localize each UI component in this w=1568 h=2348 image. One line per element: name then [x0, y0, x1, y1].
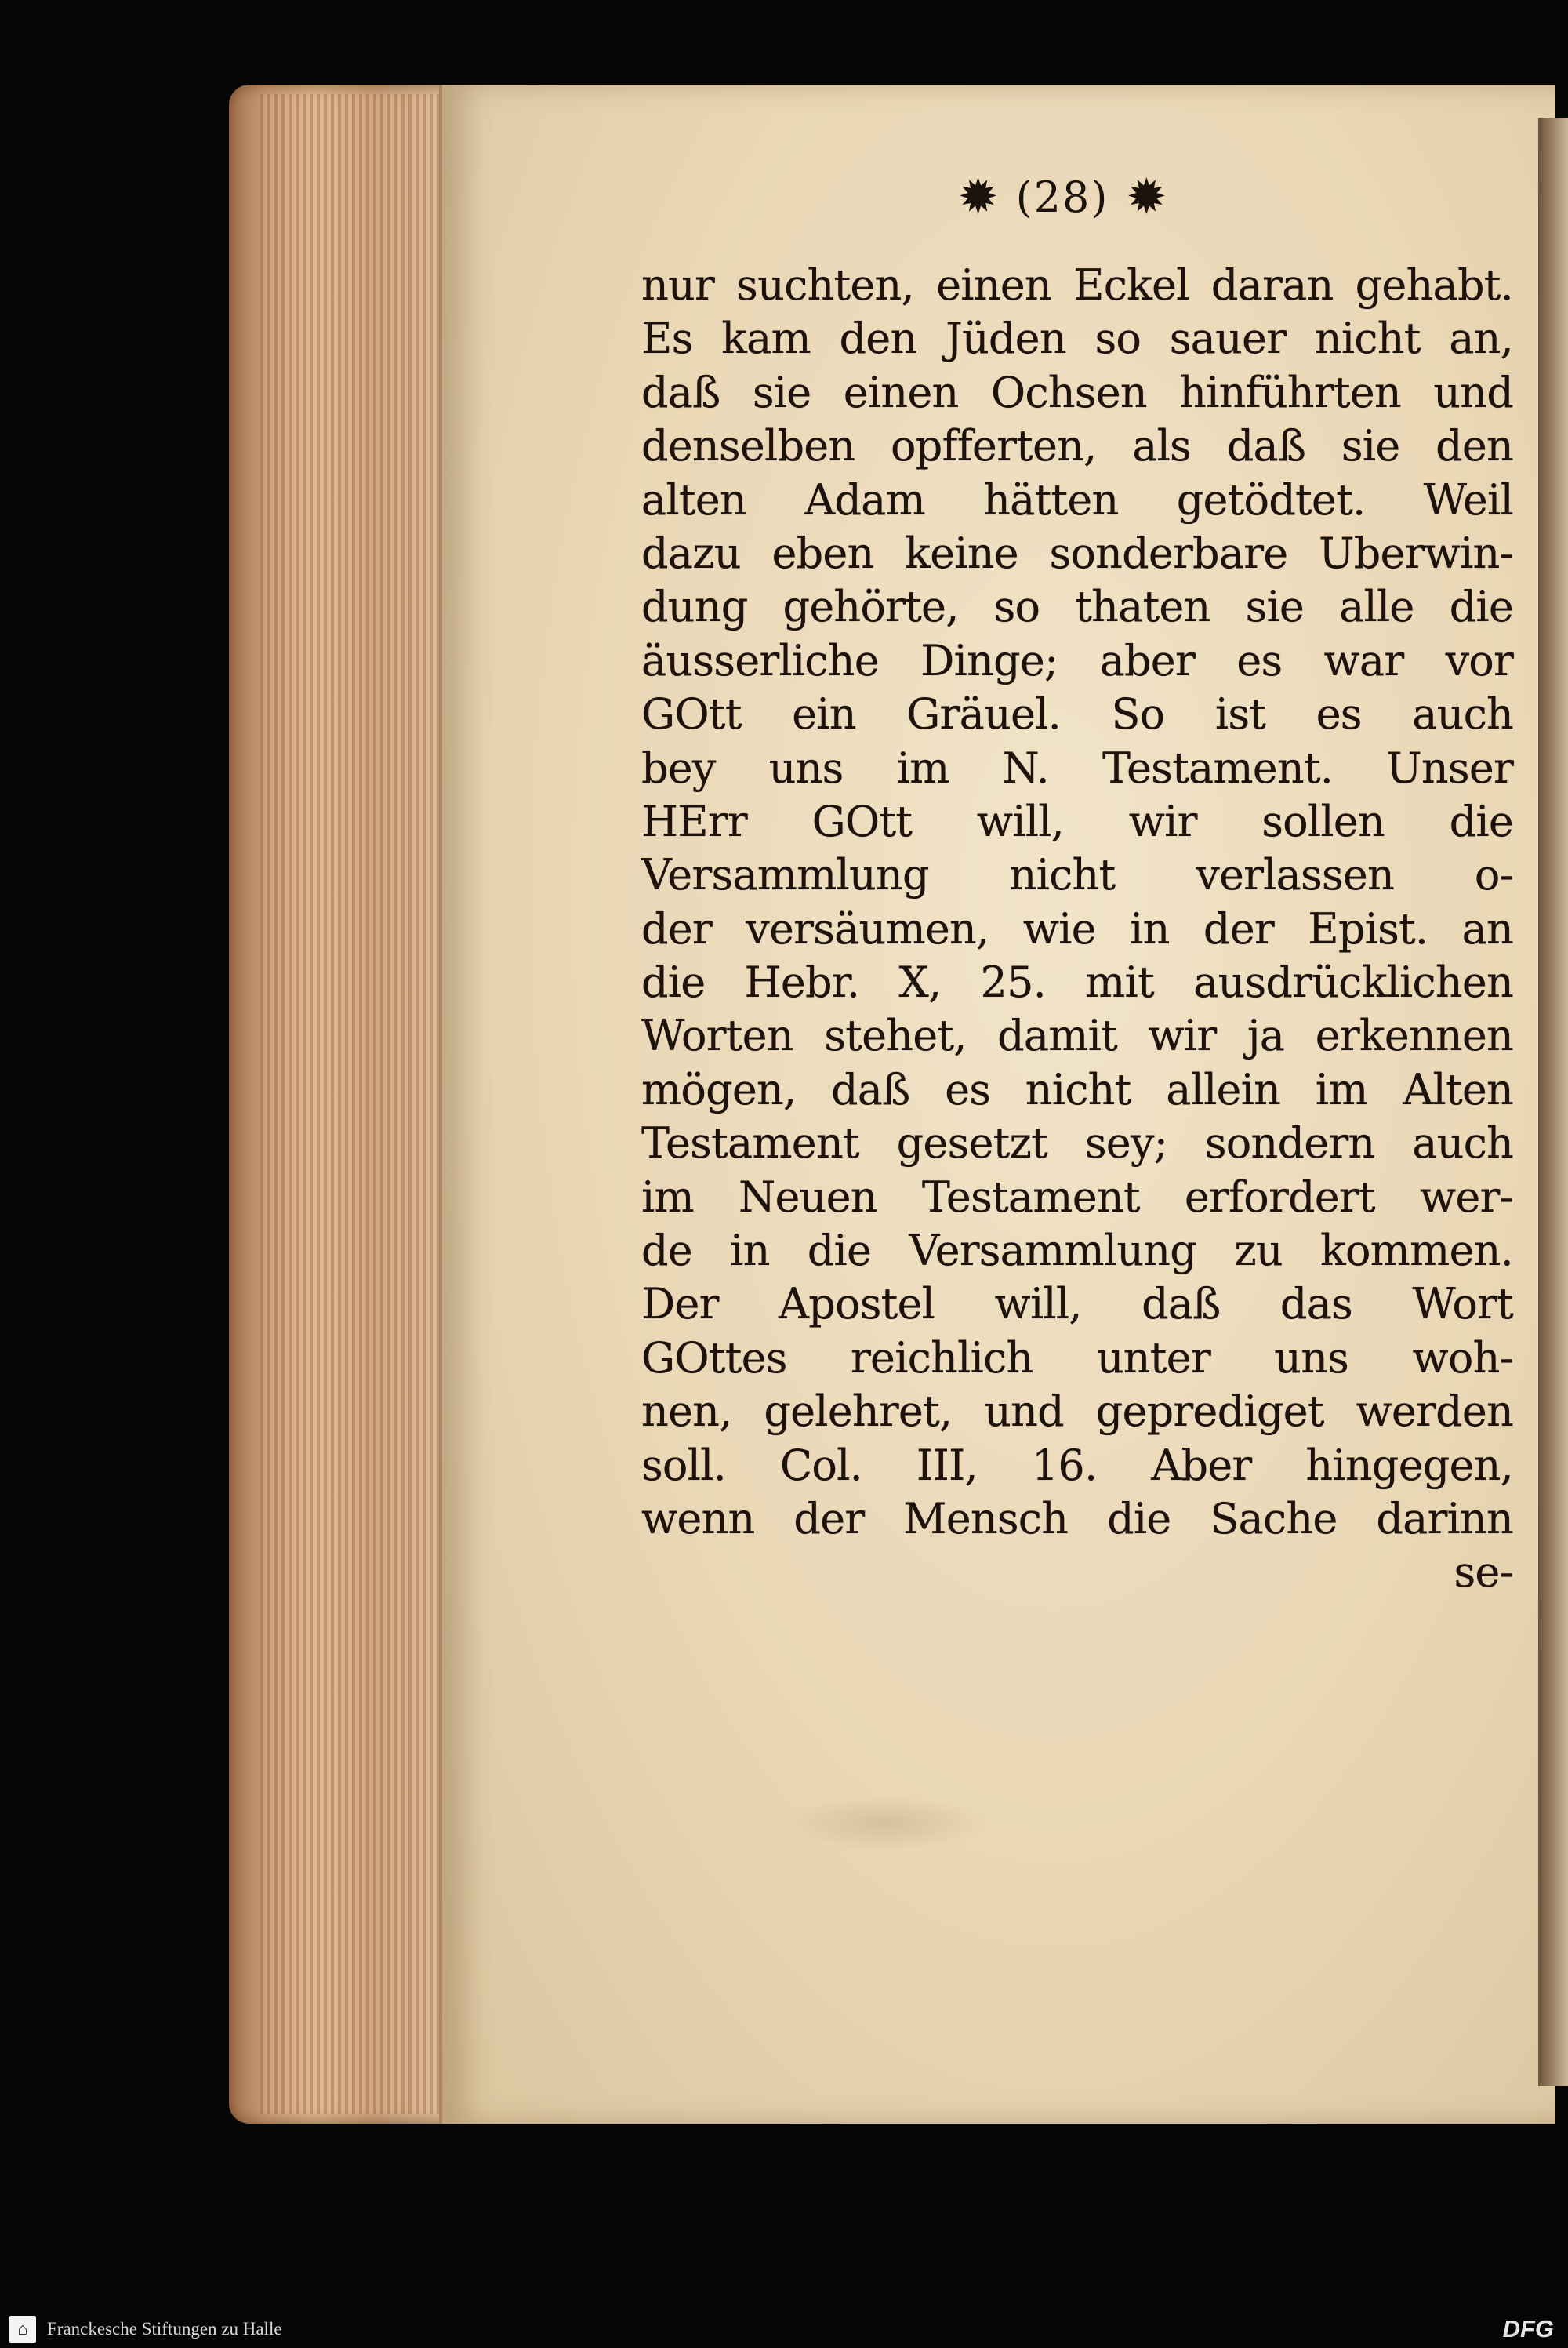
text-line: Es kam den Jüden so sauer nicht an, [641, 314, 1513, 364]
text-line: Versammlung nicht verlassen o- [641, 850, 1513, 900]
page-number: (28) [1015, 172, 1109, 222]
page-header [909, 162, 1215, 232]
page-text [641, 259, 1513, 1600]
text-line: der versäumen, wie in der Epist. an [641, 903, 1513, 954]
text-line: HErr GOtt will, wir sollen die [641, 796, 1513, 846]
text-line: wenn der Mensch die Sache darinn [641, 1493, 1513, 1543]
text-line: Worten stehet, damit wir ja erkennen [641, 1011, 1513, 1061]
institution-name: Franckesche Stiftungen zu Halle [47, 2319, 282, 2339]
text-line: im Neuen Testament erfordert wer- [641, 1172, 1513, 1222]
institution-logo-icon: ⌂ [9, 2316, 36, 2343]
catchword: se- [1454, 1547, 1513, 1597]
text-line: soll. Col. III, 16. Aber hingegen, [641, 1440, 1513, 1490]
text-line: Der Apostel will, daß das Wort [641, 1279, 1513, 1329]
text-line: mögen, daß es nicht allein im Alten [641, 1064, 1513, 1114]
text-line: daß sie einen Ochsen hinführten und [641, 367, 1513, 417]
text-line: GOttes reichlich unter uns woh- [641, 1332, 1513, 1383]
facing-page-edge [1538, 118, 1568, 2086]
text-line: äusserliche Dinge; aber es war vor [641, 635, 1513, 685]
text-line: die Hebr. X, 25. mit ausdrücklichen [641, 958, 1513, 1008]
text-line: nur suchten, einen Eckel daran gehabt. [641, 260, 1513, 310]
flower-ornament-icon: ✹ [1126, 168, 1167, 225]
text-line: dung gehörte, so thaten sie alle die [641, 582, 1513, 632]
ink-bleed-mark [784, 1796, 988, 1851]
text-line: alten Adam hätten getödtet. Weil [641, 474, 1513, 525]
text-line: nen, gelehret, und geprediget werden [641, 1387, 1513, 1437]
flower-ornament-icon: ✹ [957, 168, 999, 225]
text-line: GOtt ein Gräuel. So ist es auch [641, 689, 1513, 740]
book-page-edges [229, 85, 472, 2124]
dfg-logo: DFG [1502, 2315, 1554, 2343]
text-line: denselben opfferten, als daß sie den [641, 421, 1513, 471]
text-line: Testament gesetzt sey; sondern auch [641, 1118, 1513, 1169]
text-line: dazu eben keine sonderbare Uberwin- [641, 528, 1513, 578]
viewer-footer [0, 2310, 1568, 2348]
text-line: de in die Versammlung zu kommen. [641, 1226, 1513, 1276]
text-line: bey uns im N. Testament. Unser [641, 743, 1513, 793]
